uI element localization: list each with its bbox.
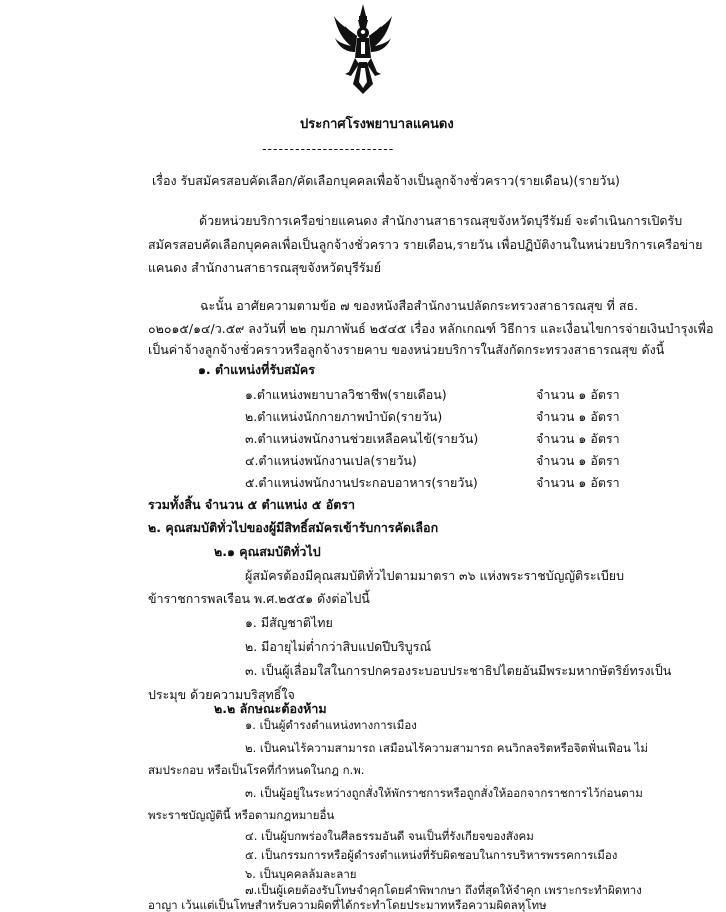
prohibition-line: ๓. เป็นผู้อยู่ในระหว่างถูกสั่งให้พักราชการหรือถูกสั่งให้ออกจากราชการไว้ก่อนตาม	[245, 786, 643, 800]
prohibition-line: ๗.เป็นผู้เคยต้องรับโทษจำคุกโดยคำพิพากษา ถึงที่สุดให้จำคุก เพราะกระทำผิดทาง	[245, 883, 642, 897]
prohibition-line: สมประกอบ หรือเป็นโรคที่กำหนดในกฎ ก.พ.	[148, 763, 365, 777]
position-name: ๒.ตำแหน่งนักกายภาพบำบัด(รายวัน)	[245, 409, 443, 424]
qualification-item-cont: ประมุข ด้วยความบริสุทธิ์ใจ	[148, 687, 295, 702]
garuda-emblem-icon	[333, 2, 393, 97]
qualification-item: ๑. มีสัญชาติไทย	[245, 615, 333, 630]
section2-1-heading: ๒.๑ คุณสมบัติทั่วไป	[214, 544, 321, 559]
prohibition-line: ๕. เป็นกรรมการหรือผู้ดำรงตำแหน่งที่รับผิดชอบในการบริหารพรรคการเมือง	[245, 848, 618, 862]
section2-2-heading: ๒.๒ ลักษณะต้องห้าม	[214, 701, 327, 716]
intro-line-2: สมัครสอบคัดเลือกบุคคลเพื่อเป็นลูกจ้างชั่วคราว รายเดือน,รายวัน เพื่อปฏิบัติงานในหน่วยบริการเครือข่าย	[148, 237, 703, 252]
basis-line-3: เป็นค่าจ้างลูกจ้างชั่วคราวหรือลูกจ้างรายคาบ ของหน่วยบริการในสังกัดกระทรวงสาธารณสุข ดังนี้	[148, 342, 665, 357]
position-name: ๓.ตำแหน่งพนักงานช่วยเหลือคนไข้(รายวัน)	[245, 431, 479, 446]
position-count: จำนวน ๑ อัตรา	[536, 431, 620, 446]
position-count: จำนวน ๑ อัตรา	[536, 475, 620, 490]
prohibition-line: ๔. เป็นผู้บกพร่องในศีลธรรมอันดี จนเป็นที่รังเกียจของสังคม	[245, 829, 534, 843]
section2-heading: ๒. คุณสมบัติทั่วไปของผู้มีสิทธิ์สมัครเข้ารับการคัดเลือก	[148, 520, 439, 535]
basis-line-2: ๐๒๐๑๕/๑๔/ว.๕๙ ลงวันที่ ๒๒ กุมภาพันธ์ ๒๕๔๕ เรื่อง หลักเกณฑ์ วิธีการ และเงื่อนไขการจ่ายเงินบำรุงเพื่อ	[148, 321, 714, 336]
prohibition-line: พระราชบัญญัตินี้ หรือตามกฎหมายอื่น	[148, 808, 335, 822]
qualification-item: ๒. มีอายุไม่ต่ำกว่าสิบแปดปีบริบูรณ์	[245, 639, 432, 654]
section1-heading: ๑. ตำแหน่งที่รับสมัคร	[198, 362, 315, 377]
position-count: จำนวน ๑ อัตรา	[536, 453, 620, 468]
prohibition-line: ๒. เป็นคนไร้ความสามารถ เสมือนไร้ความสามารถ คนวิกลจริตหรือจิตฟั่นเฟือน ไม่	[245, 741, 648, 755]
prohibition-line: ๖. เป็นบุคคลล้มละลาย	[245, 867, 357, 881]
basis-line-1: ฉะนั้น อาศัยความตามข้อ ๗ ของหนังสือสำนักงานปลัดกระทรวงสาธารณสุข ที่ สธ.	[200, 298, 639, 313]
qualification-line-1: ผู้สมัครต้องมีคุณสมบัติทั่วไปตามมาตรา ๓๖ แห่งพระราชบัญญัติระเบียบ	[245, 568, 625, 583]
qualification-line-2: ข้าราชการพลเรือน พ.ศ.๒๕๕๑ ดังต่อไปนี้	[148, 591, 370, 606]
positions-total: รวมทั้งสิ้น จำนวน ๕ ตำแหน่ง ๕ อัตรา	[148, 497, 356, 512]
prohibition-line: ๑. เป็นผู้ดำรงตำแหน่งทางการเมือง	[245, 718, 417, 732]
position-name: ๑.ตำแหน่งพยาบาลวิชาชีพ(รายเดือน)	[245, 387, 447, 402]
intro-line-1: ด้วยหน่วยบริการเครือข่ายแคนดง สำนักงานสาธารณสุขจังหวัดบุรีรัมย์ จะดำเนินการเปิดรับ	[199, 213, 683, 228]
qualification-item: ๓. เป็นผู้เลื่อมใสในการปกครองระบอบประชาธิปไตยอันมีพระมหากษัตริย์ทรงเป็น	[245, 663, 672, 678]
position-name: ๕.ตำแหน่งพนักงานประกอบอาหาร(รายวัน)	[245, 475, 478, 490]
position-count: จำนวน ๑ อัตรา	[536, 387, 620, 402]
subject-line: เรื่อง รับสมัครสอบคัดเลือก/คัดเลือกบุคคลเพื่อจ้างเป็นลูกจ้างชั่วคราว(รายเดือน)(รายวัน)	[152, 173, 620, 188]
intro-line-3: แคนดง สำนักงานสาธารณสุขจังหวัดบุรีรัมย์	[148, 260, 382, 275]
document-title: ประกาศโรงพยาบาลแคนดง	[300, 117, 454, 132]
position-count: จำนวน ๑ อัตรา	[536, 409, 620, 424]
title-divider: ------------------------	[262, 141, 395, 156]
position-name: ๔.ตำแหน่งพนักงานเปล(รายวัน)	[245, 453, 417, 468]
prohibition-line: อาญา เว้นแต่เป็นโทษสำหรับความผิดที่ได้กระทำโดยประมาทหรือความผิดลหุโทษ	[148, 898, 547, 912]
